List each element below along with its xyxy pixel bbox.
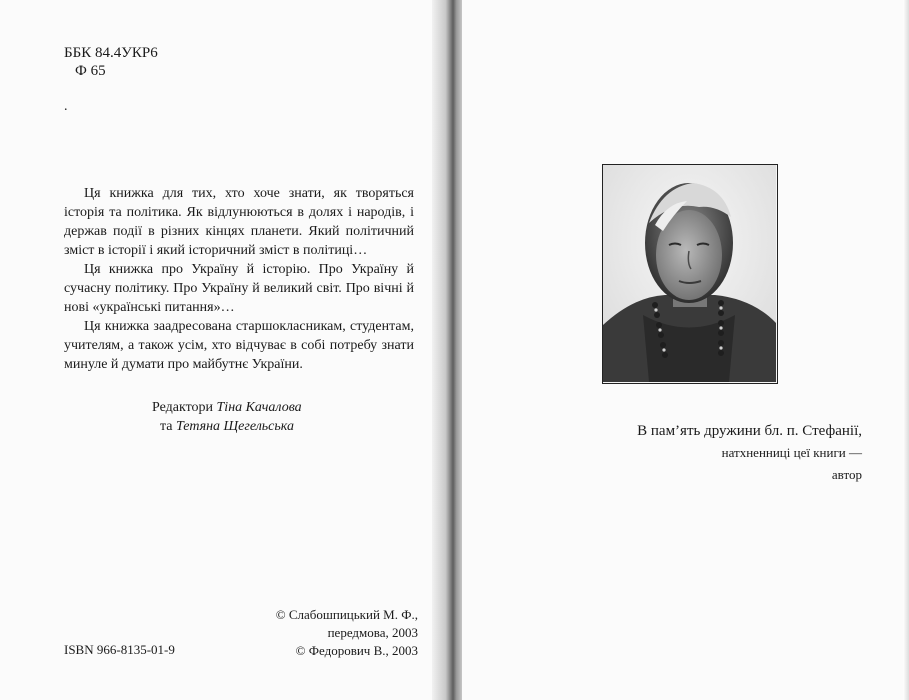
editor-name-1: Тіна Качалова — [216, 400, 302, 415]
editors-conjunction: та — [160, 419, 173, 434]
annotation-paragraph-2: Ця книжка про Україну й історію. Про Україну й сучасну політику. Про Україну й великий світ. Про вічні й нові «українські питання»… — [64, 262, 414, 315]
portrait-image — [603, 165, 776, 382]
annotation-paragraph-1: Ця книжка для тих, хто хоче знати, як творяться історія та політика. Як відлунюються в долях і народів, і держав події в різних кінцях планети. Який політичний зміст в історії і який історичний зміст в політиці… — [64, 186, 414, 258]
editor-name-2: Тетяна Щегельська — [176, 419, 294, 434]
classification-block — [64, 44, 158, 80]
print-mark: . — [64, 99, 68, 114]
left-page — [0, 0, 452, 700]
copyright-line-2: передмова, 2003 — [327, 625, 418, 640]
editors-label: Редактори — [152, 400, 214, 415]
copyright-line-1: © Слабошпицький М. Ф., — [275, 607, 418, 622]
dedication-line-2: натхненниці цеї книги — — [721, 445, 862, 460]
isbn: ISBN 966-8135-01-9 — [64, 642, 175, 657]
dedication — [560, 420, 862, 486]
page-edge — [903, 0, 909, 700]
editors-block — [152, 398, 392, 436]
copyright-block — [250, 606, 418, 660]
book-gutter — [432, 0, 466, 700]
annotation — [64, 184, 414, 374]
portrait-photo — [602, 164, 778, 384]
dedication-line-3: автор — [831, 467, 862, 482]
copyright-line-3: © Федорович В., 2003 — [295, 643, 418, 658]
bbk-code: ББК 84.4УКР6 — [64, 45, 158, 61]
author-code: Ф 65 — [75, 63, 106, 79]
annotation-paragraph-3: Ця книжка заадресована старшокласникам, студентам, учителям, а також усім, хто відчуває в собі потребу знати минуле й думати про майбутнє України. — [64, 319, 414, 372]
dedication-line-1: В пам’ять дружини бл. п. Стефанії, — [637, 423, 862, 439]
